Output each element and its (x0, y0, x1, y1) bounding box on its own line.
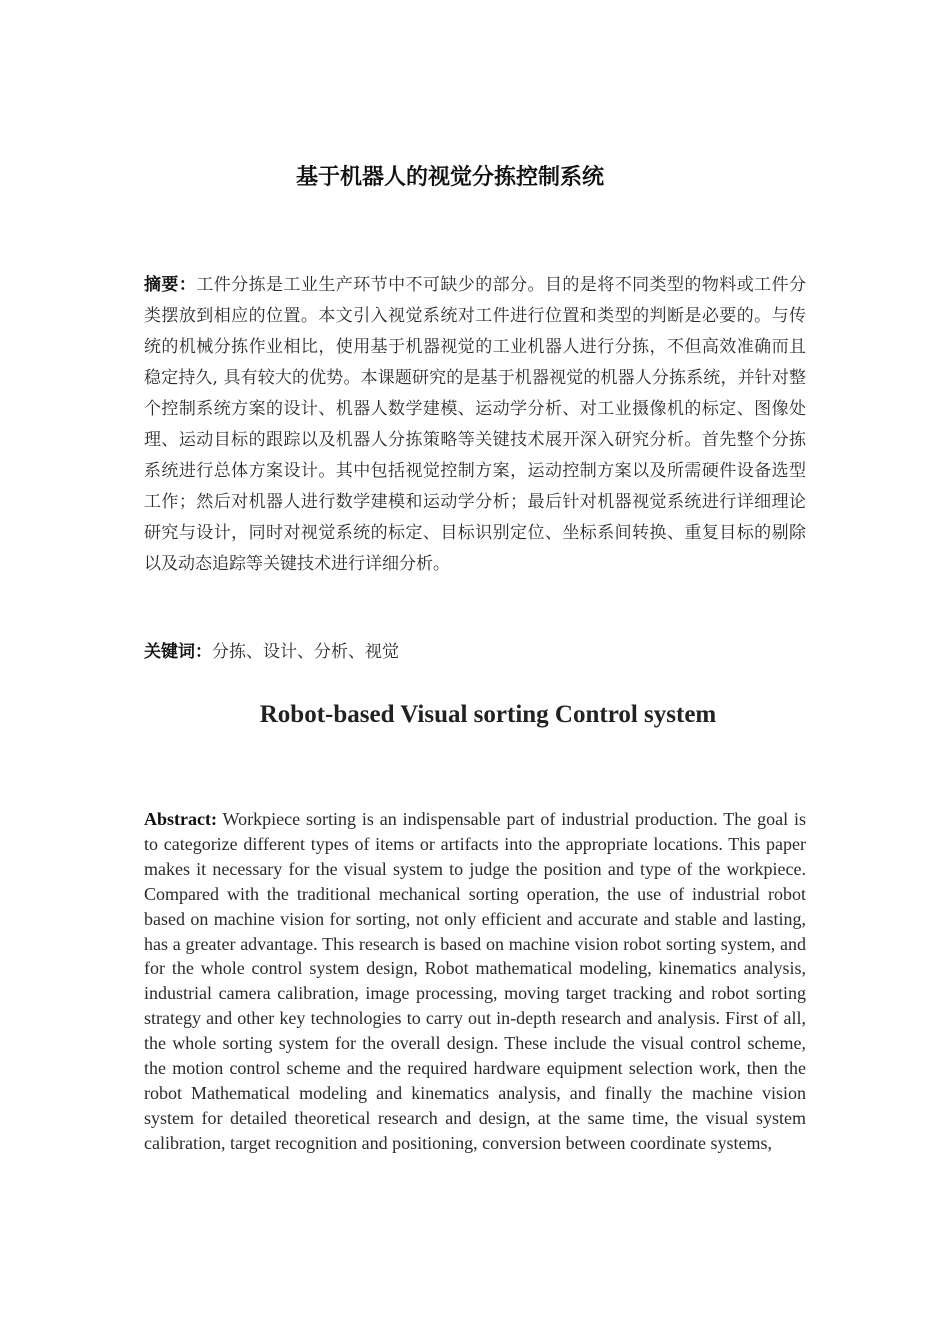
english-abstract-label: Abstract: (144, 809, 217, 829)
chinese-keywords (144, 637, 806, 667)
chinese-keywords-label: 关键词： (144, 642, 212, 662)
english-title: Robot-based Visual sorting Control system (259, 701, 717, 728)
chinese-keywords-text: 分拣、设计、分析、视觉 (212, 642, 399, 662)
chinese-abstract (144, 270, 806, 580)
chinese-abstract-text: 工件分拣是工业生产环节中不可缺少的部分。目的是将不同类型的物料或工件分类摆放到相应的位置。本文引入视觉系统对工件进行位置和类型的判断是必要的。与传统的机械分拣作业相比，使用基于机器视觉的工业机器人进行分拣，不但高效准确而且稳定持久, 具有较大的优势。本课题研究的是基于机器视觉的机器人分拣系统，并针对整个控制系统方案的设计、机器人数学建模、运动学分析、对工业摄像机的标定、图像处理、运动目标的跟踪以及机器人分拣策略等关键技术展开深入研究分析。首先整个分拣系统进行总体方案设计。其中包括视觉控制方案，运动控制方案以及所需硬件设备选型工作；然后对机器人进行数学建模和运动学分析；最后针对机器视觉系统进行详细理论研究与设计，同时对视觉系统的标定、目标识别定位、坐标系间转换、重复目标的剔除以及动态追踪等关键技术进行详细分析。 (144, 275, 807, 574)
chinese-title: 基于机器人的视觉分拣控制系统 (295, 165, 604, 190)
english-abstract-text: Workpiece sorting is an indispensable part of industrial production. The goal is to categorize different types of items or artifacts into the appropriate locations. This paper makes it necessary for the visual system to judge the position and type of the workpiece. Compared with the traditional mechanical sorting operation, the use of industrial robot based on machine vision for sorting, not only efficient and accurate and stable and lasting, has a greater advantage. This research is based on machine vision robot sorting system, and for the whole control system design, Robot mathematical modeling, kinematics analysis, industrial camera calibration, image processing, moving target tracking and robot sorting strategy and other key technologies to carry out in-depth research and analysis. First of all, the whole sorting system for the overall design. These include the visual control scheme, the motion control scheme and the required hardware equipment selection work, then the robot Mathematical modeling and kinematics analysis, and finally the machine vision system for detailed theoretical research and design, at the same time, the visual system calibration, target recognition and positioning, conversion between coordinate systems, (144, 809, 806, 1153)
chinese-abstract-label: 摘要： (144, 275, 197, 295)
english-abstract (144, 807, 806, 1156)
